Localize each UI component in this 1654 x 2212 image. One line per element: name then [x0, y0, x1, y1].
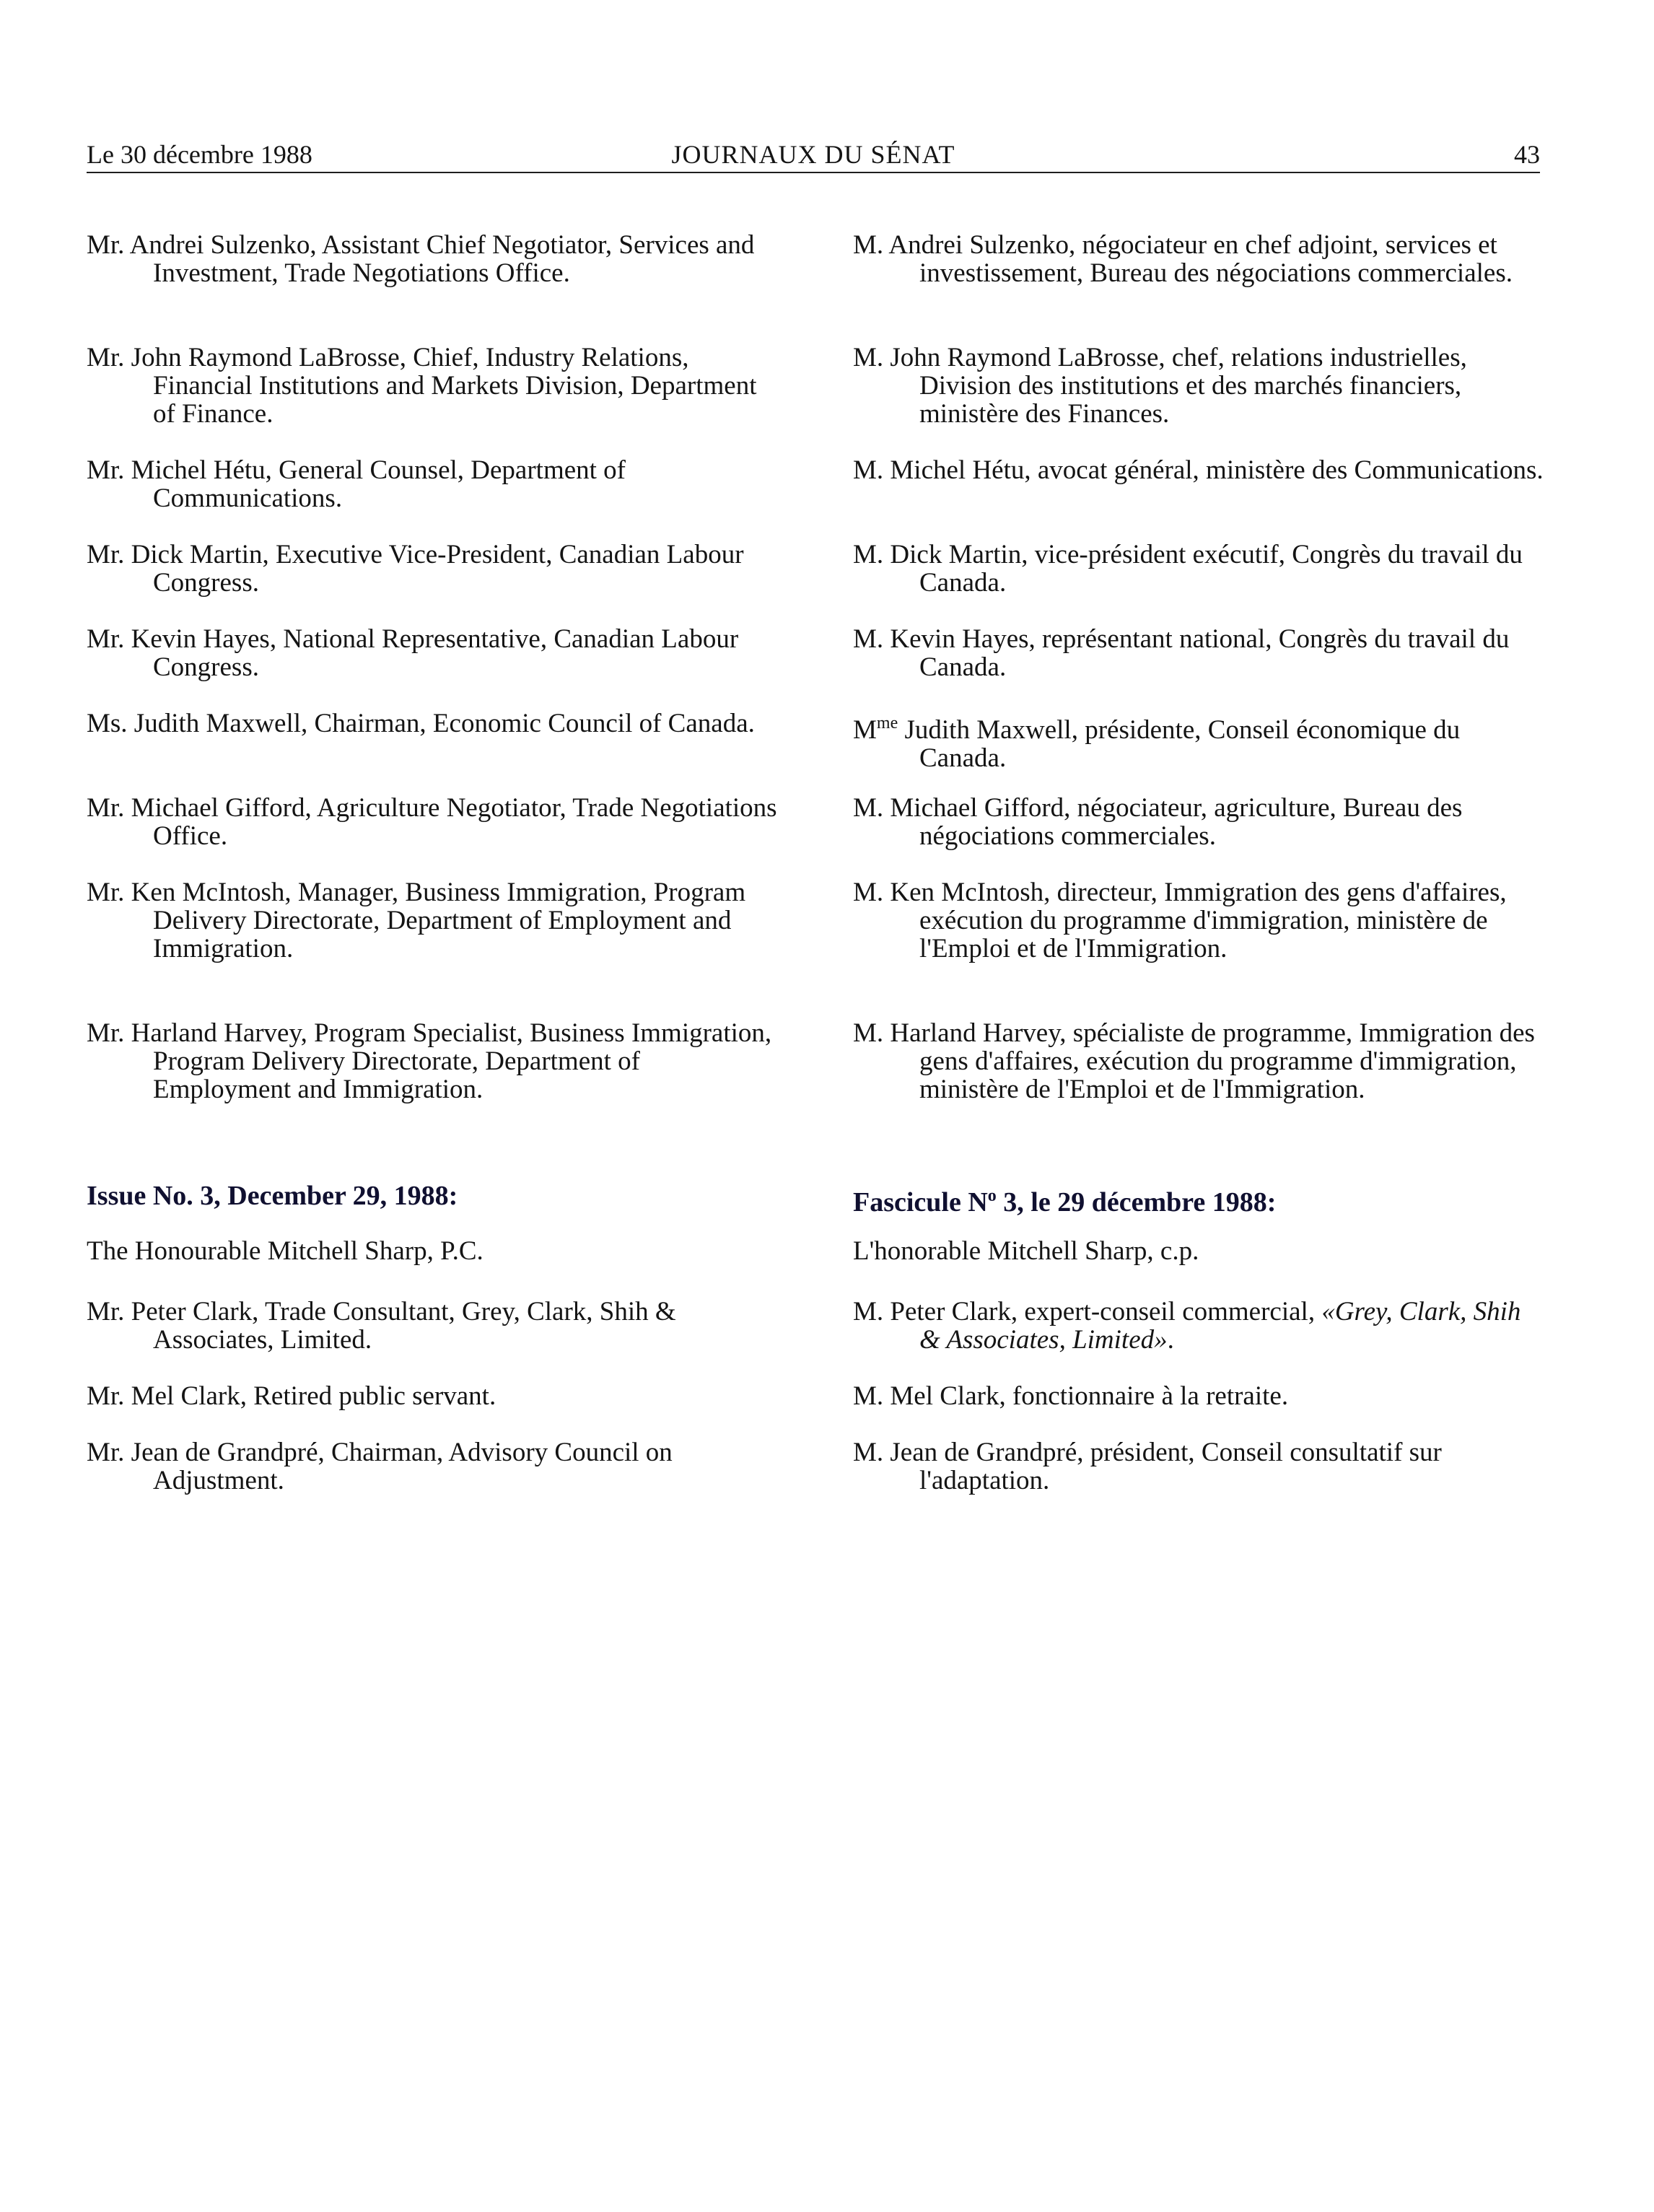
- mme-entry-text: Judith Maxwell, présidente, Conseil économique du Canada.: [904, 715, 1461, 773]
- witness-entry: Ms. Judith Maxwell, Chairman, Economic Council of Canada.: [87, 709, 755, 738]
- witness-entry: M. Ken McIntosh, directeur, Immigration des gens d'affaires, exécution du programme d'immigration, ministère de l'Emploi et de l'Immigration.: [853, 878, 1507, 963]
- witness-entry: Mr. John Raymond LaBrosse, Chief, Industry Relations, Financial Institutions and Markets Division, Department of Finance.: [87, 343, 757, 429]
- witness-entry: L'honorable Mitchell Sharp, c.p.: [853, 1236, 1199, 1266]
- witness-entry: Mr. Harland Harvey, Program Specialist, Business Immigration, Program Delivery Directorate, Department of Employment and Immigration.: [87, 1018, 772, 1104]
- witness-entry: Mr. Andrei Sulzenko, Assistant Chief Negotiator, Services and Investment, Trade Negotiations Office.: [87, 230, 755, 288]
- clark-entry-text: M. Peter Clark, expert-conseil commercial,: [853, 1297, 1322, 1326]
- clark-end: .: [1167, 1325, 1174, 1355]
- witness-entry: Mr. Kevin Hayes, National Representative, Canadian Labour Congress.: [87, 624, 739, 682]
- witness-entry: Mr. Michael Gifford, Agriculture Negotiator, Trade Negotiations Office.: [87, 793, 777, 851]
- witness-entry: M. John Raymond LaBrosse, chef, relations industrielles, Division des institutions et des marchés financiers, ministère des Finances.: [853, 343, 1467, 429]
- witness-entry: The Honourable Mitchell Sharp, P.C.: [87, 1236, 483, 1266]
- issue-heading: [853, 1181, 1276, 1217]
- witness-entry: M. Michael Gifford, négociateur, agriculture, Bureau des négociations commerciales.: [853, 793, 1463, 851]
- header-rule: [87, 172, 1540, 173]
- page-number: 43: [1514, 140, 1540, 169]
- witness-entry: M. Michel Hétu, avocat général, ministère des Communications.: [853, 455, 1544, 485]
- header-journal-title: JOURNAUX DU SÉNAT: [671, 140, 955, 169]
- header-date: Le 30 décembre 1988: [87, 140, 312, 169]
- issue-heading-pre: Fascicule N: [853, 1187, 988, 1218]
- witness-entry: Mr. Peter Clark, Trade Consultant, Grey, Clark, Shih & Associates, Limited.: [87, 1297, 676, 1355]
- clark-company: «Grey, Clark, Shih & Associates, Limited»: [919, 1297, 1521, 1355]
- witness-entry: M. Harland Harvey, spécialiste de programme, Immigration des gens d'affaires, exécution du programme d'immigration, ministère de l'Emploi et de l'Immigration.: [853, 1018, 1535, 1104]
- witness-entry: Mr. Mel Clark, Retired public servant.: [87, 1381, 496, 1411]
- witness-entry: Mr. Ken McIntosh, Manager, Business Immigration, Program Delivery Directorate, Department of Employment and Immigration.: [87, 878, 746, 963]
- witness-entry-mme: [853, 709, 1546, 772]
- witness-entry: M. Kevin Hayes, représentant national, Congrès du travail du Canada.: [853, 624, 1510, 682]
- witness-entry-clark: [853, 1298, 1546, 1354]
- witness-entry: Mr. Michel Hétu, General Counsel, Department of Communications.: [87, 455, 626, 513]
- witness-entry: M. Dick Martin, vice-président exécutif, Congrès du travail du Canada.: [853, 540, 1523, 598]
- witness-entry: Mr. Jean de Grandpré, Chairman, Advisory Council on Adjustment.: [87, 1438, 673, 1495]
- issue-heading: Issue No. 3, December 29, 1988:: [87, 1181, 458, 1211]
- mme-superscript: me: [876, 714, 898, 733]
- witness-entry: M. Andrei Sulzenko, négociateur en chef adjoint, services et investissement, Bureau des négociations commerciales.: [853, 230, 1513, 288]
- mme-prefix: M: [853, 715, 877, 745]
- witness-entry: Mr. Dick Martin, Executive Vice-President, Canadian Labour Congress.: [87, 540, 744, 598]
- witness-entry: M. Jean de Grandpré, président, Conseil consultatif sur l'adaptation.: [853, 1438, 1442, 1495]
- issue-heading-post: 3, le 29 décembre 1988:: [996, 1187, 1277, 1218]
- issue-heading-sup: o: [987, 1186, 997, 1205]
- running-header: [87, 136, 1540, 173]
- witness-entry: M. Mel Clark, fonctionnaire à la retraite.: [853, 1381, 1289, 1411]
